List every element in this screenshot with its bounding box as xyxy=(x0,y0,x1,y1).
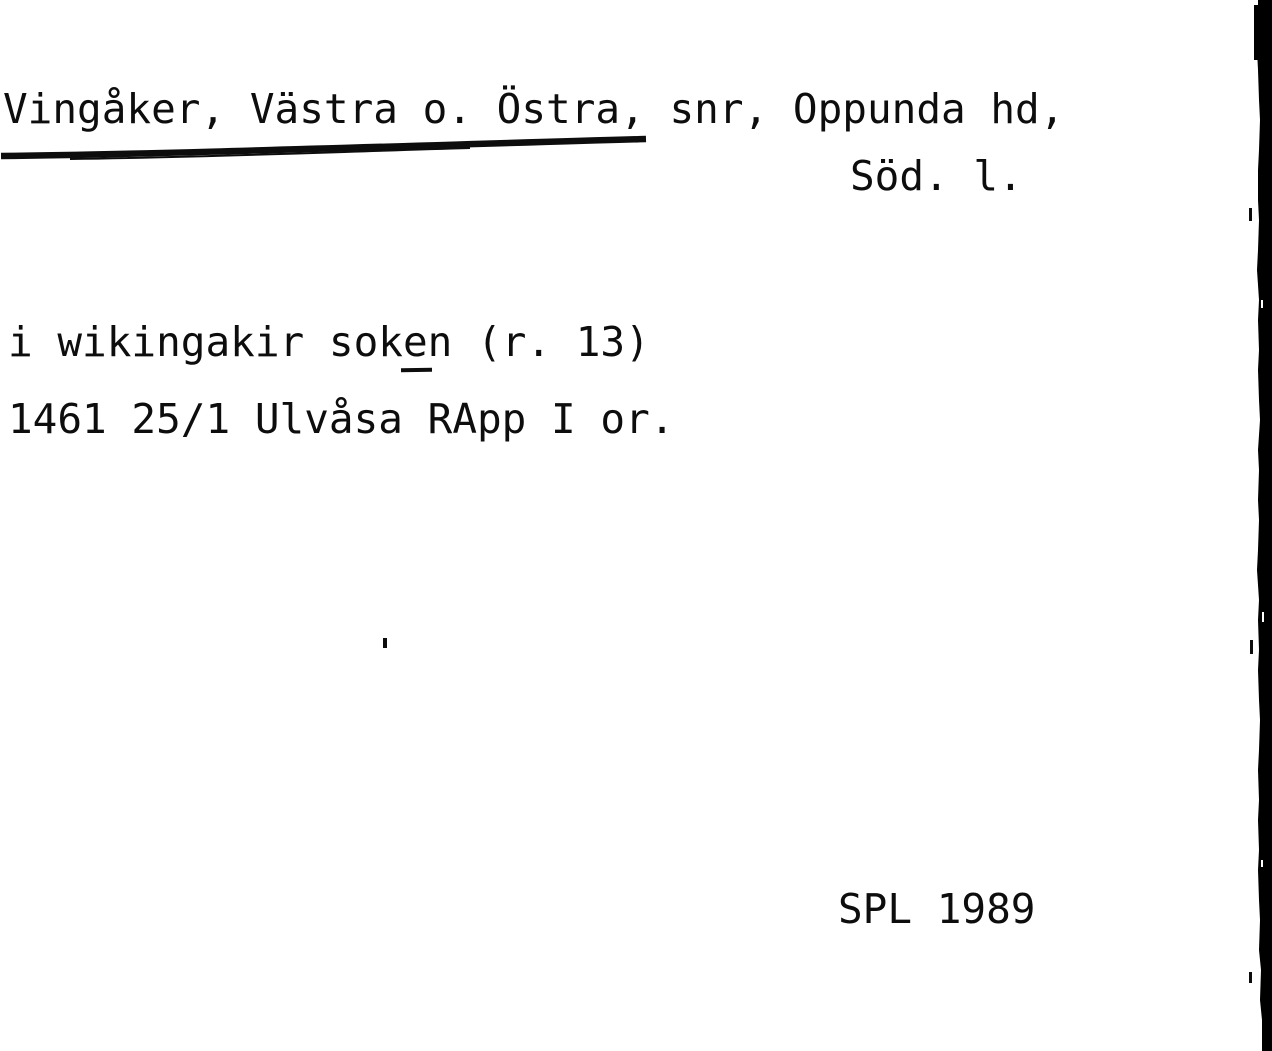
scan-noise-speck xyxy=(1249,972,1252,983)
archive-stamp: SPL 1989 xyxy=(838,885,1036,933)
citation-post: n (r. 13) xyxy=(427,318,650,366)
record-reference-line: 1461 25/1 Ulvåsa RApp I or. xyxy=(8,395,675,443)
ink-speck xyxy=(383,638,387,648)
heading-place-name: Vingåker, Västra o. Östra xyxy=(3,85,621,133)
citation-line xyxy=(8,318,650,366)
scan-edge-artifact xyxy=(1254,0,1272,1051)
citation-underlined-letter: e xyxy=(402,318,428,366)
heading-suffix: , snr, Oppunda hd, xyxy=(620,85,1065,133)
hand-drawn-underline xyxy=(0,131,650,165)
county-abbreviation: Söd. l. xyxy=(850,152,1023,200)
scan-noise-speck xyxy=(1249,208,1252,221)
scan-noise-speck xyxy=(1250,640,1253,654)
citation-pre: i wikingakir sok xyxy=(8,318,403,366)
card-heading xyxy=(3,85,1065,133)
